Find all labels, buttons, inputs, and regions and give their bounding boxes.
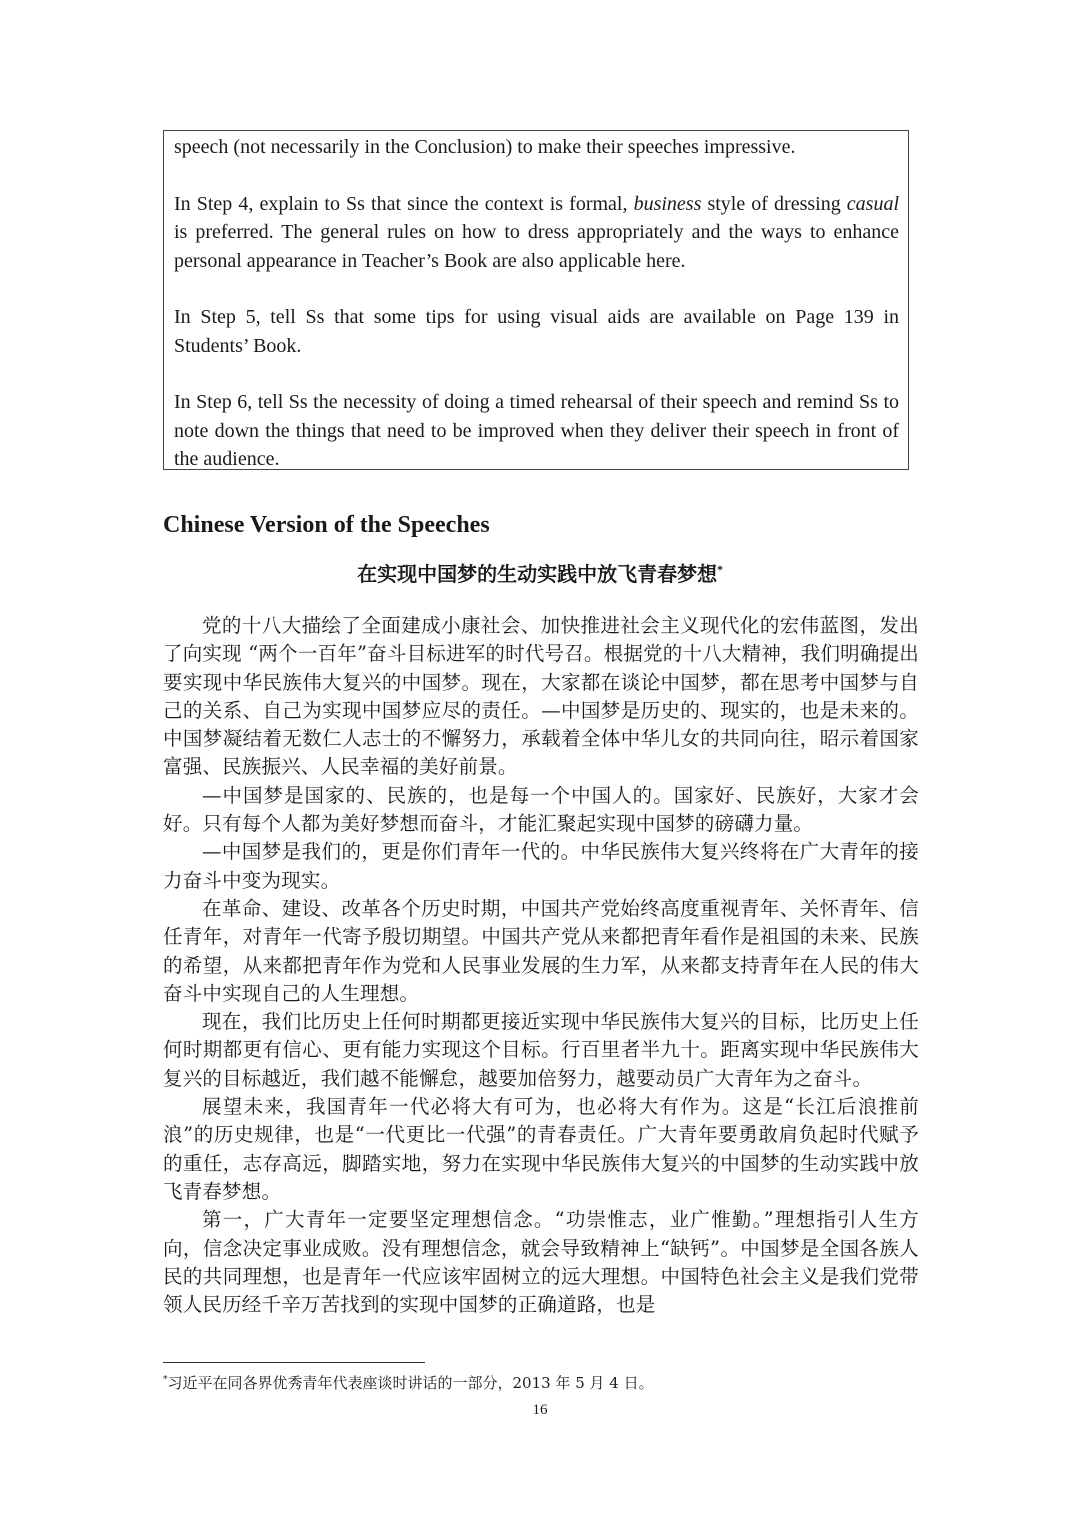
speech-paragraph: —中国梦是国家的、民族的，也是每一个中国人的。国家好、民族好，大家才会好。只有每个人都为美好梦想而奋斗，才能汇聚起实现中国梦的磅礴力量。: [163, 783, 919, 836]
box-step6: In Step 6, tell Ss the necessity of doing a timed rehearsal of their speech and remind Ss to note down the things that need to be improved when they deliver their speech in front of the audience.: [174, 391, 899, 470]
step4-em-business: business: [633, 192, 702, 215]
speech-paragraph: 第一，广大青年一定要坚定理想信念。“功崇惟志，业广惟勤。”理想指引人生方向，信念决定事业成败。没有理想信念，就会导致精神上“缺钙”。中国梦是全国各族人民的共同理想，也是青年一代应该牢固树立的远大理想。中国特色社会主义是我们党带领人民历经千辛万苦找到的实现中国梦的正确道路，也是: [163, 1208, 919, 1317]
step4-text-a: In Step 4, explain to Ss that since the context is formal,: [174, 192, 634, 215]
speech-paragraph: 在革命、建设、改革各个历史时期，中国共产党始终高度重视青年、关怀青年、信任青年，对青年一代寄予殷切期望。中国共产党从来都把青年看作是祖国的未来、民族的希望，从来都把青年作为党和人民事业发展的生力军，从来都支持青年在人民的伟大奋斗中实现自己的人生理想。: [163, 896, 919, 1005]
speech-title: [163, 558, 917, 587]
speech-body: [163, 612, 919, 1319]
speech-paragraph: 现在，我们比历史上任何时期都更接近实现中华民族伟大复兴的目标，比历史上任何时期都更有信心、更有能力实现这个目标。行百里者半九十。距离实现中华民族伟大复兴的目标越近，我们越不能懈怠，越要加倍努力，越要动员广大青年为之奋斗。: [163, 1010, 919, 1090]
box-step5: In Step 5, tell Ss that some tips for using visual aids are available on Page 139 in Students’ Book.: [174, 306, 899, 357]
footnote: [163, 1372, 654, 1393]
box-intro-line: speech (not necessarily in the Conclusion) to make their speeches impressive.: [174, 136, 796, 158]
teaching-notes-box: [163, 130, 909, 470]
page-number: 16: [532, 1402, 548, 1418]
step4-text-b: style of dressing: [701, 192, 847, 215]
footnote-mark: *: [717, 563, 723, 577]
speech-title-text: 在实现中国梦的生动实践中放飞青春梦想: [357, 562, 718, 586]
speech-paragraph: 党的十八大描绘了全面建成小康社会、加快推进社会主义现代化的宏伟蓝图，发出了向实现 “两个一百年”奋斗目标进军的时代号召。根据党的十八大精神，我们明确提出要实现中华民族伟大复兴的中国梦。现在，大家都在谈论中国梦，都在思考中国梦与自己的关系、自己为实现中国梦应尽的责任。—中国梦是历史的、现实的，也是未来的。中国梦凝结着无数仁人志士的不懈努力，承载着全体中华儿女的共同向往，昭示着国家富强、民族振兴、人民幸福的美好前景。: [163, 614, 919, 779]
speech-paragraph: —中国梦是我们的，更是你们青年一代的。中华民族伟大复兴终将在广大青年的接力奋斗中变为现实。: [163, 840, 919, 892]
step4-em-casual: casual: [846, 192, 899, 215]
footnote-mark: *: [163, 1375, 168, 1385]
footnote-divider: [163, 1362, 425, 1363]
footnote-text: 习近平在同各界优秀青年代表座谈时讲话的一部分，2013 年 5 月 4 日。: [167, 1374, 654, 1392]
section-heading: Chinese Version of the Speeches: [163, 512, 490, 538]
box-step4: [174, 190, 899, 276]
step4-text-c: is preferred. The general rules on how to dress appropriately and the ways to enhance personal appearance in Teacher’s Book are also applicable here.: [174, 221, 899, 272]
speech-paragraph: 展望未来，我国青年一代必将大有可为，也必将大有作为。这是“长江后浪推前浪”的历史规律，也是“一代更比一代强”的青春责任。广大青年要勇敢肩负起时代赋予的重任，志存高远，脚踏实地，努力在实现中华民族伟大复兴的中国梦的生动实践中放飞青春梦想。: [163, 1095, 919, 1203]
